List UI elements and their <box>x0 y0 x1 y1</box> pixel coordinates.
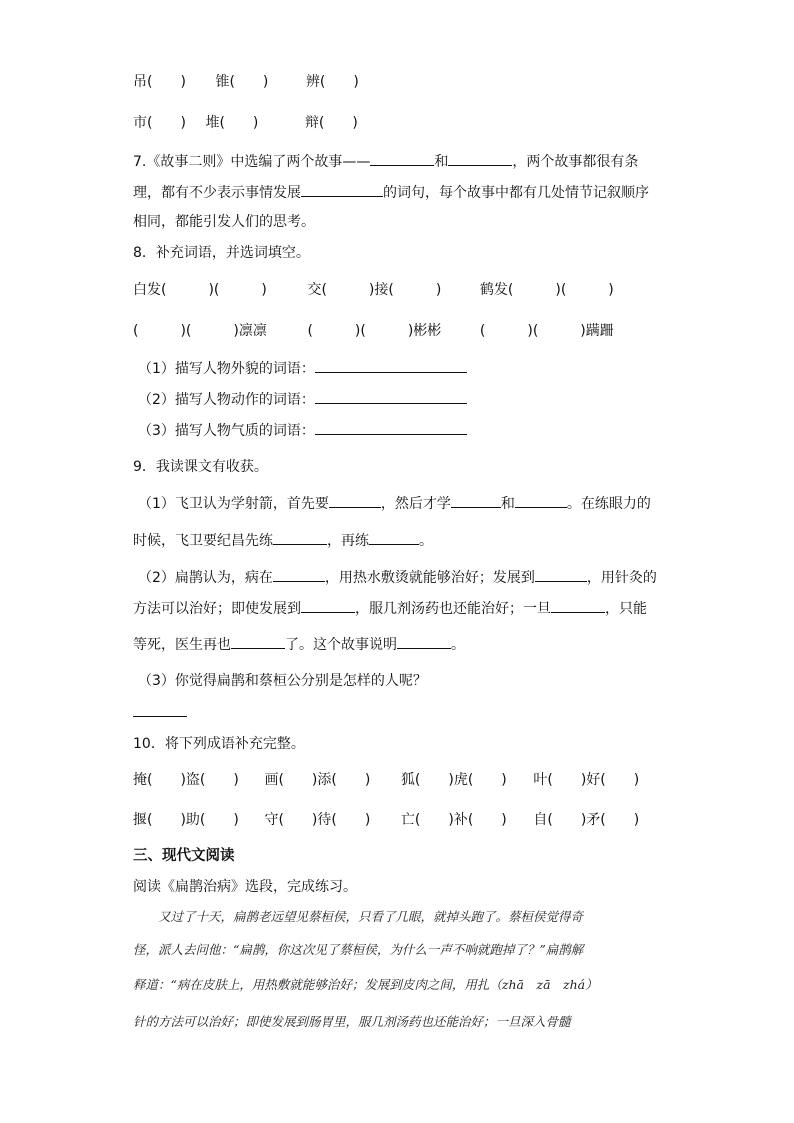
q9-text: （1）飞卫认为学射箭，首先要 <box>138 496 329 512</box>
pinyin-item: 堆( ) <box>205 115 259 131</box>
word-blank-group: 白发( )( ) <box>133 282 267 298</box>
q8-title: 8．补充词语，并选词填空。 <box>133 245 310 261</box>
q8-word-row-1 <box>133 280 614 300</box>
answer-blank[interactable] <box>551 598 605 613</box>
pinyin-item: 市( ) <box>133 115 186 131</box>
passage-line: 释道：“病在皮肤上，用热敷就能够治好；发展到皮肉之间，用扎（zhā zā zhá） <box>133 977 598 992</box>
q9-p2-line-3 <box>133 634 465 655</box>
q7-text: 的词句，每个故事中都有几处情节记叙顺序 <box>383 185 649 201</box>
idiom-blank-group: 叶( )好( ) <box>533 772 640 788</box>
answer-blank[interactable] <box>315 389 467 404</box>
pinyin-row-2 <box>133 113 358 133</box>
section-heading: 三、现代文阅读 <box>133 848 235 864</box>
q8-sub-label: （1）描写人物外貌的词语： <box>138 361 315 377</box>
q9-title: 9．我读课文有收获。 <box>133 459 268 475</box>
q8-sub-2 <box>138 389 467 410</box>
passage-line: 针的方法可以治好；即使发展到肠胃里，服几剂汤药也还能治好；一旦深入骨髓 <box>133 1014 571 1029</box>
answer-blank[interactable] <box>535 567 587 582</box>
answer-blank[interactable] <box>369 530 419 545</box>
word-blank-group: 交( )接( ) <box>307 282 442 298</box>
q7-line-3: 相同，都能引发人们的思考。 <box>133 214 315 230</box>
q8-sub-label: （3）描写人物气质的词语： <box>138 423 315 439</box>
q9-text: 了。这个故事说明 <box>285 637 397 653</box>
idiom-blank-group: 掩( )盗( ) <box>133 772 239 788</box>
q9-p1-line-2 <box>133 530 433 551</box>
q9-text: 和 <box>500 496 515 512</box>
word-blank-group: ( )( )蹒跚 <box>479 323 614 339</box>
pinyin-item: 辨( ) <box>305 74 359 90</box>
q8-sub-3 <box>138 420 467 441</box>
q7-text: 7.《故事二则》中选编了两个故事—— <box>133 154 371 170</box>
q9-text: 。 <box>419 533 433 549</box>
answer-blank[interactable] <box>133 703 187 717</box>
word-blank-group: ( )( )凛凛 <box>133 323 267 339</box>
answer-blank[interactable] <box>273 530 327 545</box>
reading-intro: 阅读《扁鹊治病》选段，完成练习。 <box>133 879 357 895</box>
answer-blank[interactable] <box>451 493 501 508</box>
answer-blank[interactable] <box>315 420 467 435</box>
answer-blank[interactable] <box>448 151 512 166</box>
q9-text: ，只能 <box>605 601 647 617</box>
q7-line-1 <box>133 151 638 172</box>
q9-text: 。 <box>451 637 465 653</box>
q7-text: 理，都有不少表示事情发展 <box>133 185 301 201</box>
q9-p2-line-1 <box>138 567 657 588</box>
q9-p3: （3）你觉得扁鹊和蔡桓公分别是怎样的人呢？ <box>138 673 427 689</box>
q9-text: ，用热水敷烫就能够治好；发展到 <box>324 570 535 586</box>
answer-blank[interactable] <box>273 567 325 582</box>
word-blank-group: 鹤发( )( ) <box>479 282 614 298</box>
q9-text: ，然后才学 <box>380 496 451 512</box>
q7-line-2 <box>133 182 649 203</box>
pinyin-item: 吊( ) <box>133 74 186 90</box>
pinyin-item: 锥( ) <box>215 74 269 90</box>
word-blank-group: ( )( )彬彬 <box>307 323 442 339</box>
answer-blank[interactable] <box>301 182 383 197</box>
answer-blank[interactable] <box>515 493 567 508</box>
answer-blank[interactable] <box>329 493 381 508</box>
q8-sub-1 <box>138 358 467 379</box>
q9-text: 方法可以治好；即使发展到 <box>133 601 301 617</box>
q10-title: 10．将下列成语补充完整。 <box>133 736 305 752</box>
idiom-blank-group: 揠( )助( ) <box>133 812 239 828</box>
q8-word-row-2 <box>133 321 614 341</box>
pinyin-item: 辩( ) <box>304 115 358 131</box>
answer-blank[interactable] <box>231 634 285 649</box>
q9-text: 。在练眼力的 <box>566 496 651 512</box>
answer-blank[interactable] <box>315 358 467 373</box>
idiom-blank-group: 画( )添( ) <box>264 772 371 788</box>
q9-text: ，再练 <box>327 533 369 549</box>
q10-idiom-row-1 <box>133 770 639 790</box>
q9-text: 时候，飞卫要纪昌先练 <box>133 533 273 549</box>
idiom-blank-group: 自( )矛( ) <box>533 812 640 828</box>
q9-p2-line-2 <box>133 598 647 619</box>
idiom-blank-group: 亡( )补( ) <box>400 812 507 828</box>
q8-sub-label: （2）描写人物动作的词语： <box>138 392 315 408</box>
answer-blank[interactable] <box>301 598 355 613</box>
passage-line: 又过了十天，扁鹊老远望见蔡桓侯，只看了几眼，就掉头跑了。蔡桓侯觉得奇 <box>133 909 584 924</box>
q9-text: ，用针灸的 <box>586 570 657 586</box>
pinyin-row-1 <box>133 72 359 92</box>
idiom-blank-group: 守( )待( ) <box>264 812 371 828</box>
q7-text: 和 <box>434 154 449 170</box>
answer-blank[interactable] <box>370 151 434 166</box>
idiom-blank-group: 狐( )虎( ) <box>400 772 507 788</box>
q7-text: ，两个故事都很有条 <box>512 154 639 170</box>
answer-blank[interactable] <box>397 634 451 649</box>
q10-idiom-row-2 <box>133 810 639 830</box>
q9-text: ，服几剂汤药也还能治好；一旦 <box>355 601 551 617</box>
passage-line: 怪，派人去问他：“扁鹊，你这次见了蔡桓侯，为什么一声不响就跑掉了？”扁鹊解 <box>133 942 584 957</box>
q9-text: （2）扁鹊认为，病在 <box>138 570 273 586</box>
q9-text: 等死，医生再也 <box>133 637 231 653</box>
q9-p1-line-1 <box>138 493 651 514</box>
